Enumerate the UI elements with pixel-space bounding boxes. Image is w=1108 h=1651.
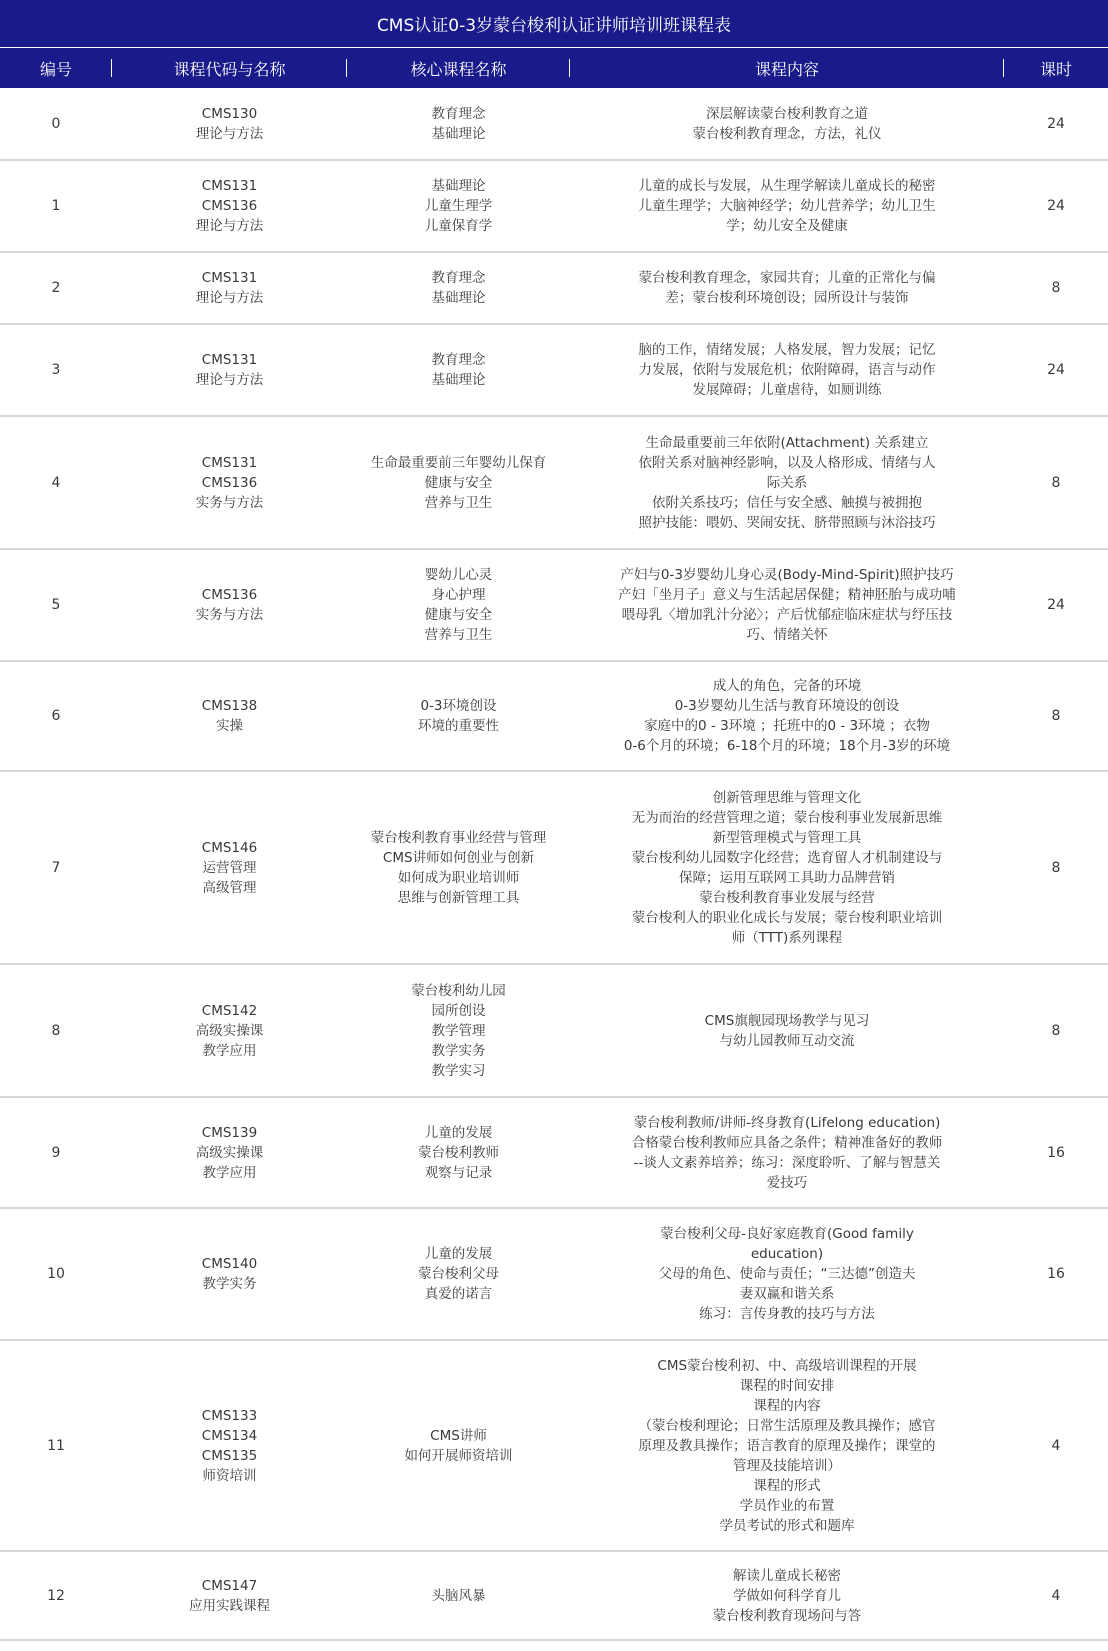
cell-course-code	[112, 964, 347, 1097]
core-course-line: 蒙台梭利教育事业经营与管理	[370, 829, 547, 846]
header-number	[0, 48, 112, 88]
course-number: 4	[51, 474, 61, 491]
table-row	[0, 160, 1108, 252]
core-course-line: 健康与安全	[424, 607, 493, 623]
course-content-line: 学；幼儿安全及健康	[726, 218, 848, 234]
course-hours: 24	[1047, 115, 1065, 132]
course-number: 7	[51, 859, 61, 876]
header-content	[570, 48, 1004, 88]
course-content-line: 0-3岁婴幼儿生活与教育环境设的创设	[674, 698, 900, 714]
core-course-line: 营养与卫生	[424, 494, 493, 511]
course-code-line: 高级实操课	[195, 1144, 264, 1161]
cell-number	[0, 88, 112, 160]
course-code-line: CMS142	[201, 1002, 258, 1019]
cell-hours	[1004, 964, 1108, 1097]
course-number: 9	[51, 1144, 61, 1161]
course-code-line: CMS147	[201, 1577, 258, 1594]
cell-course-content	[570, 1551, 1004, 1640]
table-row	[0, 252, 1108, 324]
course-code-line: 理论与方法	[195, 125, 264, 142]
course-content-line: 成人的角色，完备的环境	[712, 678, 862, 694]
cell-course-content	[570, 549, 1004, 661]
course-content-line: 原理及教具操作；语言教育的原理及操作；课堂的	[638, 1437, 936, 1454]
course-hours: 16	[1047, 1144, 1065, 1161]
course-code-line: CMS131	[201, 352, 258, 368]
course-code-line: 理论与方法	[195, 372, 264, 388]
cell-core-course	[347, 964, 570, 1097]
course-hours: 8	[1051, 1022, 1061, 1039]
course-hours: 16	[1047, 1266, 1065, 1282]
course-code-line: CMS130	[201, 105, 258, 122]
cell-course-content	[570, 88, 1004, 160]
cell-hours	[1004, 416, 1108, 549]
core-course-line: 头脑风暴	[431, 1587, 486, 1604]
course-hours: 8	[1051, 859, 1061, 876]
course-code-line: CMS136	[201, 198, 258, 214]
core-course-line: 营养与卫生	[424, 627, 493, 643]
course-content-line: 解读儿童成长秘密	[733, 1567, 841, 1584]
course-code-line: CMS134	[201, 1427, 258, 1444]
table-row	[0, 324, 1108, 416]
course-content-line: （蒙台梭利理论；日常生活原理及教具操作；感官	[638, 1417, 936, 1434]
course-code-line: CMS131	[201, 454, 258, 471]
course-content-line: 保障；运用互联网工具助力品牌营销	[679, 869, 895, 886]
core-course-line: 儿童保育学	[424, 218, 493, 234]
course-hours: 4	[1051, 1437, 1061, 1454]
cell-course-content	[570, 1340, 1004, 1551]
course-content-line: 蒙台梭利父母-良好家庭教育(Good family	[660, 1226, 914, 1242]
cell-core-course	[347, 1097, 570, 1208]
cell-core-course	[347, 252, 570, 324]
core-course-line: 健康与安全	[424, 474, 493, 491]
header-hours	[1004, 48, 1108, 88]
course-content-line: 课程的内容	[753, 1397, 821, 1414]
core-course-line: 如何开展师资培训	[404, 1447, 513, 1464]
course-content-line: 蒙台梭利教育事业发展与经营	[699, 889, 875, 906]
course-content-line: 爱技巧	[766, 1174, 808, 1191]
cell-hours	[1004, 661, 1108, 771]
course-content-line: 际关系	[766, 474, 808, 491]
core-course-line: 环境的重要性	[418, 718, 499, 734]
table-row	[0, 771, 1108, 964]
course-content-line: 无为而治的经营管理之道；蒙台梭利事业发展新思维	[631, 809, 943, 826]
cell-core-course	[347, 661, 570, 771]
course-content-line: 蒙台梭利人的职业化成长与发展；蒙台梭利职业培训	[631, 909, 943, 926]
cell-hours	[1004, 1097, 1108, 1208]
course-code-line: CMS133	[201, 1407, 258, 1424]
cell-hours	[1004, 1208, 1108, 1340]
course-hours: 8	[1051, 280, 1061, 296]
cell-number	[0, 549, 112, 661]
course-content-line: education)	[750, 1246, 824, 1262]
course-content-line: 父母的角色、使命与责任；“三达德”创造夫	[658, 1266, 916, 1282]
cell-course-code	[112, 1340, 347, 1551]
table-header	[0, 48, 1108, 88]
table-row	[0, 549, 1108, 661]
course-number: 0	[51, 115, 61, 132]
table-row	[0, 661, 1108, 771]
cell-course-content	[570, 771, 1004, 964]
course-code-line: 教学应用	[202, 1164, 257, 1181]
cell-number	[0, 1551, 112, 1640]
course-content-line: CMS蒙台梭利初、中、高级培训课程的开展	[657, 1357, 917, 1374]
course-content-line: 蒙台梭利教育理念，方法，礼仪	[692, 125, 882, 142]
table-title: CMS认证0-3岁蒙台梭利认证讲师培训班课程表	[0, 0, 1108, 47]
header-code-label: 课程代码与名称	[173, 59, 286, 79]
course-content-line: 力发展，依附与发展危机；依附障碍，语言与动作	[638, 362, 936, 378]
course-code-line: 实务与方法	[195, 607, 264, 623]
table-row	[0, 964, 1108, 1097]
cell-hours	[1004, 1551, 1108, 1640]
core-course-line: 0-3环境创设	[420, 698, 497, 714]
cell-course-content	[570, 964, 1004, 1097]
course-content-line: 创新管理思维与管理文化	[712, 789, 862, 806]
table-row	[0, 1208, 1108, 1340]
cell-course-content	[570, 252, 1004, 324]
table-row	[0, 1097, 1108, 1208]
cell-number	[0, 324, 112, 416]
course-content-line: 产妇与0-3岁婴幼儿身心灵(Body-Mind-Spirit)照护技巧	[620, 567, 954, 583]
course-hours: 8	[1051, 474, 1061, 491]
core-course-line: 身心护理	[431, 587, 486, 603]
cell-course-code	[112, 549, 347, 661]
course-number: 8	[51, 1022, 61, 1039]
core-course-line: 生命最重要前三年婴幼儿保育	[370, 454, 547, 471]
core-course-line: 蒙台梭利父母	[418, 1266, 499, 1282]
cell-core-course	[347, 1551, 570, 1640]
header-core-label: 核心课程名称	[410, 59, 507, 79]
course-code-line: 实操	[216, 718, 243, 734]
cell-hours	[1004, 88, 1108, 160]
cell-course-code	[112, 661, 347, 771]
core-course-line: 儿童生理学	[424, 198, 493, 214]
core-course-line: 基础理论	[431, 372, 486, 388]
course-content-line: 0-6个月的环境；6-18个月的环境；18个月-3岁的环境	[623, 738, 951, 754]
core-course-line: 基础理论	[431, 178, 486, 194]
course-content-line: 蒙台梭利教育现场问与答	[712, 1607, 862, 1624]
cell-course-content	[570, 1097, 1004, 1208]
course-code-line: CMS138	[201, 698, 258, 714]
course-code-line: 高级管理	[202, 879, 257, 896]
core-course-line: 教学实习	[431, 1062, 486, 1079]
cell-course-content	[570, 661, 1004, 771]
course-table	[0, 48, 1108, 1641]
core-course-line: CMS讲师如何创业与创新	[382, 849, 535, 866]
course-code-line: CMS136	[201, 474, 258, 491]
course-content-line: 差；蒙台梭利环境创设；园所设计与装饰	[665, 290, 909, 306]
cell-core-course	[347, 88, 570, 160]
course-content-line: 喂母乳〈增加乳汁分泌〉；产后忧郁症临床症状与纾压技	[621, 607, 953, 623]
course-content-line: 与幼儿园教师互动交流	[719, 1032, 855, 1049]
course-content-line: 学员作业的布置	[739, 1497, 835, 1514]
course-number: 2	[51, 280, 61, 296]
cell-hours	[1004, 1340, 1108, 1551]
course-code-line: 教学实务	[202, 1276, 257, 1292]
table-body	[0, 88, 1108, 1640]
course-content-line: 脑的工作，情绪发展；人格发展，智力发展；记忆	[638, 342, 936, 358]
course-content-line: 蒙台梭利教师/讲师-终身教育(Lifelong education)	[633, 1114, 941, 1131]
course-content-line: 儿童的成长与发展，从生理学解读儿童成长的秘密	[638, 178, 936, 194]
core-course-line: 教育理念	[431, 352, 486, 368]
course-content-line: 依附关系技巧；信任与安全感、触摸与被拥抱	[652, 494, 922, 511]
header-number-label: 编号	[39, 59, 72, 79]
core-course-line: 蒙台梭利幼儿园	[411, 982, 506, 999]
course-content-line: 管理及技能培训）	[733, 1457, 841, 1474]
cell-number	[0, 252, 112, 324]
cell-core-course	[347, 1340, 570, 1551]
course-content-line: 产妇「坐月子」意义与生活起居保健；精神胚胎与成功哺	[618, 587, 956, 603]
core-course-line: 园所创设	[431, 1002, 486, 1019]
header-row	[0, 48, 1108, 88]
course-content-line: 生命最重要前三年依附(Attachment) 关系建立	[645, 434, 929, 451]
core-course-line: 教育理念	[431, 270, 486, 286]
cell-number	[0, 661, 112, 771]
course-content-line: 妻双赢和谐关系	[739, 1286, 835, 1302]
core-course-line: 婴幼儿心灵	[424, 567, 493, 583]
cell-number	[0, 1097, 112, 1208]
course-number: 5	[51, 597, 61, 613]
cell-course-code	[112, 88, 347, 160]
core-course-line: 思维与创新管理工具	[397, 889, 520, 906]
core-course-line: 基础理论	[431, 125, 486, 142]
core-course-line: 基础理论	[431, 290, 486, 306]
cell-course-code	[112, 771, 347, 964]
course-code-line: CMS131	[201, 178, 258, 194]
cell-course-code	[112, 324, 347, 416]
cell-hours	[1004, 549, 1108, 661]
core-course-line: 儿童的发展	[424, 1246, 493, 1262]
course-content-line: 学做如何科学育儿	[733, 1587, 841, 1604]
cell-hours	[1004, 771, 1108, 964]
course-content-line: 练习：言传身教的技巧与方法	[699, 1306, 875, 1322]
cell-number	[0, 416, 112, 549]
cell-course-code	[112, 1208, 347, 1340]
course-code-line: CMS131	[201, 270, 258, 286]
course-content-line: 课程的形式	[753, 1477, 821, 1494]
course-number: 6	[51, 708, 61, 724]
core-course-line: 真爱的诺言	[424, 1286, 493, 1302]
cell-course-content	[570, 1208, 1004, 1340]
course-content-line: 深层解读蒙台梭利教育之道	[706, 105, 868, 122]
cell-core-course	[347, 549, 570, 661]
course-content-line: 巧、情绪关怀	[746, 627, 828, 643]
cell-number	[0, 964, 112, 1097]
cell-core-course	[347, 416, 570, 549]
course-code-line: CMS139	[201, 1124, 258, 1141]
core-course-line: 儿童的发展	[424, 1124, 493, 1141]
course-hours: 24	[1047, 362, 1065, 378]
cell-course-content	[570, 416, 1004, 549]
course-code-line: 应用实践课程	[189, 1597, 270, 1614]
header-content-label: 课程内容	[754, 59, 819, 79]
course-content-line: 新型管理模式与管理工具	[712, 829, 862, 846]
course-content-line: 蒙台梭利教育理念，家园共育；儿童的正常化与偏	[638, 270, 936, 286]
table-row	[0, 1340, 1108, 1551]
header-code	[112, 48, 347, 88]
cell-course-code	[112, 160, 347, 252]
course-hours: 24	[1047, 597, 1065, 613]
cell-number	[0, 771, 112, 964]
cell-number	[0, 160, 112, 252]
course-hours: 4	[1051, 1587, 1061, 1604]
core-course-line: 如何成为职业培训师	[397, 869, 520, 886]
header-core	[347, 48, 570, 88]
core-course-line: 教学实务	[431, 1042, 486, 1059]
course-code-line: CMS140	[201, 1256, 258, 1272]
course-content-line: 课程的时间安排	[739, 1377, 835, 1394]
table-row	[0, 88, 1108, 160]
cell-course-code	[112, 1551, 347, 1640]
core-course-line: 蒙台梭利教师	[418, 1144, 499, 1161]
cell-core-course	[347, 160, 570, 252]
course-content-line: CMS旗舰园现场教学与见习	[704, 1012, 870, 1029]
core-course-line: CMS讲师	[430, 1427, 487, 1444]
course-number: 10	[47, 1266, 65, 1282]
course-content-line: 家庭中的0 - 3环境 ；托班中的0 - 3环境 ；衣物	[644, 718, 930, 734]
course-code-line: 师资培训	[202, 1467, 257, 1484]
cell-course-code	[112, 252, 347, 324]
course-content-line: 儿童生理学；大脑神经学；幼儿营养学；幼儿卫生	[638, 198, 936, 214]
table-row	[0, 416, 1108, 549]
course-code-line: CMS146	[201, 839, 258, 856]
cell-course-content	[570, 324, 1004, 416]
course-code-line: CMS136	[201, 587, 258, 603]
core-course-line: 教育理念	[431, 105, 486, 122]
course-number: 12	[47, 1587, 65, 1604]
course-code-line: CMS135	[201, 1447, 258, 1464]
course-content-line: 依附关系对脑神经影响，以及人格形成、情绪与人	[638, 454, 936, 471]
course-number: 11	[47, 1437, 65, 1454]
course-content-line: 发展障碍；儿童虐待，如厕训练	[692, 382, 882, 398]
course-code-line: 理论与方法	[195, 218, 264, 234]
cell-core-course	[347, 1208, 570, 1340]
course-hours: 8	[1051, 708, 1061, 724]
course-number: 3	[51, 362, 61, 378]
course-code-line: 教学应用	[202, 1042, 257, 1059]
cell-number	[0, 1340, 112, 1551]
cell-course-content	[570, 160, 1004, 252]
core-course-line: 观察与记录	[424, 1164, 493, 1181]
course-hours: 24	[1047, 198, 1065, 214]
cell-hours	[1004, 252, 1108, 324]
course-content-line: 蒙台梭利幼儿园数字化经营；选育留人才机制建设与	[631, 849, 943, 866]
course-code-line: 高级实操课	[195, 1022, 264, 1039]
course-content-line: --谈人文素养培养；练习：深度聆听、了解与智慧关	[633, 1154, 941, 1171]
course-code-line: 理论与方法	[195, 290, 264, 306]
course-content-line: 照护技能：喂奶、哭闹安抚、脐带照顾与沐浴技巧	[638, 514, 936, 531]
cell-core-course	[347, 771, 570, 964]
cell-course-code	[112, 1097, 347, 1208]
course-number: 1	[51, 198, 61, 214]
course-code-line: 运营管理	[202, 859, 257, 876]
course-content-line: 学员考试的形式和题库	[719, 1517, 855, 1534]
cell-course-code	[112, 416, 347, 549]
cell-number	[0, 1208, 112, 1340]
course-content-line: 师（TTT)系列课程	[731, 929, 843, 946]
course-content-line: 合格蒙台梭利教师应具备之条件；精神准备好的教师	[631, 1134, 943, 1151]
table-row	[0, 1551, 1108, 1640]
course-code-line: 实务与方法	[195, 494, 264, 511]
cell-hours	[1004, 324, 1108, 416]
cell-core-course	[347, 324, 570, 416]
cell-hours	[1004, 160, 1108, 252]
header-hours-label: 课时	[1039, 59, 1072, 79]
core-course-line: 教学管理	[431, 1022, 486, 1039]
